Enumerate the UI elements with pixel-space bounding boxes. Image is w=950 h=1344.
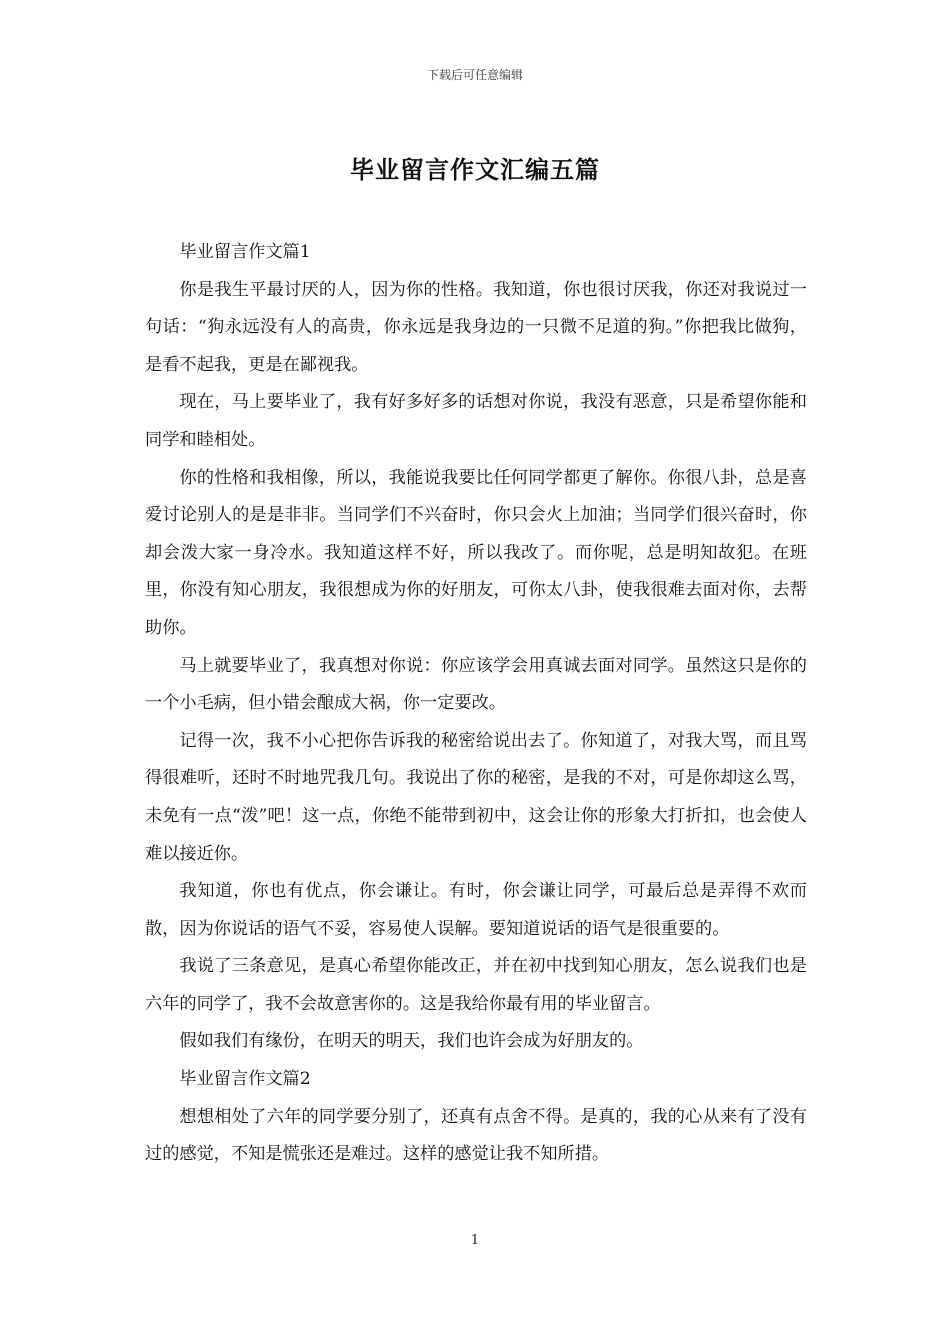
paragraph: 你的性格和我相像，所以，我能说我要比任何同学都更了解你。你很八卦，总是喜爱讨论别人的是是非非。当同学们不兴奋时，你只会火上加油；当同学们很兴奋时，你却会泼大家一身冷水。我知道这样不好，所以我改了。而你呢，总是明知故犯。在班里，你没有知心朋友，我很想成为你的好朋友，可你太八卦，使我很难去面对你，去帮助你。 (145, 467, 807, 638)
paragraph: 假如我们有缘份，在明天的明天，我们也许会成为好朋友的。 (179, 1031, 644, 1052)
document-body (145, 234, 807, 1174)
page-header-note: 下载后可任意编辑 (426, 68, 523, 82)
paragraph: 你是我生平最讨厌的人，因为你的性格。我知道，你也很讨厌我，你还对我说过一句话：“狗永远没有人的高贵，你永远是我身边的一只微不足道的狗。”你把我比做狗，是看不起我，更是在鄙视我。 (145, 279, 807, 375)
paragraph: 我知道，你也有优点，你会谦让。有时，你会谦让同学，可最后总是弄得不欢而散，因为你说话的语气不妥，容易使人误解。要知道说话的语气是很重要的。 (145, 881, 807, 939)
paragraph: 想想相处了六年的同学要分别了，还真有点舍不得。是真的，我的心从来有了没有过的感觉，不知是慌张还是难过。这样的感觉让我不知所措。 (145, 1106, 807, 1165)
section-heading-2: 毕业留言作文篇2 (179, 1069, 311, 1090)
paragraph: 我说了三条意见，是真心希望你能改正，并在初中找到知心朋友，怎么说我们也是六年的同学了，我不会故意害你的。这是我给你最有用的毕业留言。 (145, 956, 807, 1014)
paragraph: 马上就要毕业了，我真想对你说：你应该学会用真诚去面对同学。虽然这只是你的一个小毛病，但小错会酿成大祸，你一定要改。 (145, 655, 807, 714)
paragraph: 现在，马上要毕业了，我有好多好多的话想对你说，我没有恶意，只是希望你能和同学和睦相处。 (145, 392, 807, 450)
page-number: 1 (470, 1233, 480, 1248)
section-heading-1: 毕业留言作文篇1 (179, 242, 311, 262)
paragraph: 记得一次，我不小心把你告诉我的秘密给说出去了。你知道了，对我大骂，而且骂得很难听，还时不时地咒我几句。我说出了你的秘密，是我的不对，可是你却这么骂，未免有一点“泼”吧！这一点，你绝不能带到初中，这会让你的形象大打折扣，也会使人难以接近你。 (145, 730, 807, 864)
document-title: 毕业留言作文汇编五篇 (350, 155, 600, 184)
